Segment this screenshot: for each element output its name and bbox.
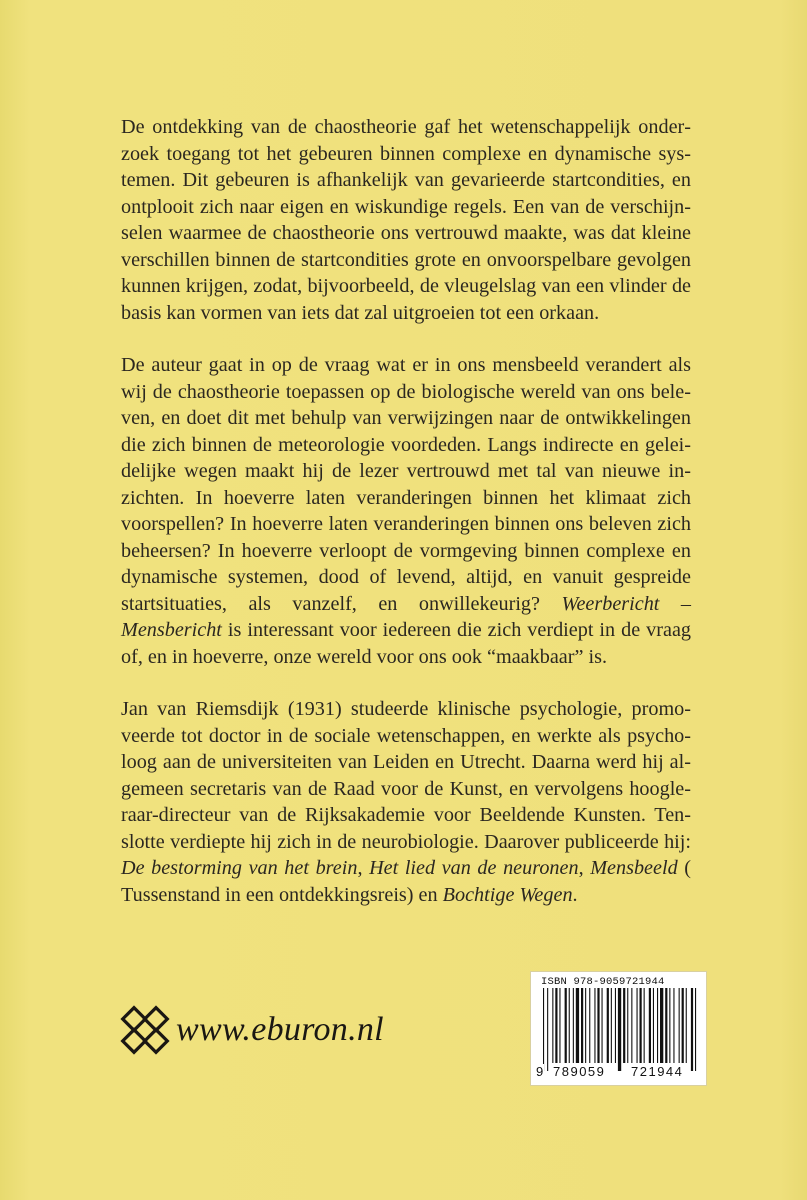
paragraph-text: De auteur gaat in op de vraag wat er in ons mensbeeld verandert als wij de chaostheorie toepassen op de biologische wereld van ons beleven, en doet dit met behulp van verwijzingen naar de ontwikkelingen die zich binnen de meteorologie voordeden. Langs indirecte en geleidelijke wegen maakt hij de lezer vertrouwd met tal van nieuwe inzichten. In hoeverre laten veranderingen binnen het klimaat zich voorspellen? In hoeverre laten veranderingen binnen ons beleven zich beheersen? In hoeverre verloopt de vormgeving binnen complexe en dynamische systemen, dood of levend, altijd, en vanuit gespreide startsituaties, als vanzelf, en onwillekeurig?	[121, 354, 691, 615]
barcode-bar	[569, 988, 570, 1063]
barcode-bar	[615, 988, 616, 1063]
barcode-digit-group-left: 789059	[553, 1064, 606, 1079]
eburon-knot-logo-icon	[118, 1003, 172, 1057]
barcode-bar	[673, 988, 674, 1063]
separator: ,	[578, 857, 591, 879]
isbn-label: ISBN 978-9059721944	[541, 976, 665, 988]
separator: .	[572, 883, 578, 906]
isbn-barcode	[531, 972, 706, 1085]
barcode-bar	[543, 988, 544, 1071]
barcode-bar	[597, 988, 599, 1063]
barcode-bar	[607, 988, 609, 1063]
blurb-text	[121, 114, 691, 934]
book-title-italic: Mensbeeld	[590, 857, 678, 879]
paragraph-text: ( Tussenstand in een ontdekkingsreis) en	[121, 857, 691, 906]
barcode-bar	[691, 988, 693, 1071]
barcode-bar	[669, 988, 670, 1063]
book-title-italic: De bestorming van het brein	[121, 857, 358, 879]
barcode-bar	[657, 988, 658, 1063]
barcode-bar	[611, 988, 612, 1063]
barcode-bar	[618, 988, 621, 1071]
barcode-digit-group-right: 721944	[631, 1064, 684, 1079]
barcode-bar	[637, 988, 638, 1063]
barcode-lead-digit: 9	[536, 1064, 544, 1079]
barcode-bar	[585, 988, 586, 1063]
barcode-bars	[539, 988, 699, 1071]
barcode-bar	[547, 988, 548, 1071]
paragraph-author-question	[121, 352, 691, 670]
barcode-bar	[602, 988, 603, 1063]
barcode-bar	[660, 988, 663, 1063]
barcode-bar	[565, 988, 567, 1063]
paragraph-text: is interessant voor iedereen die zich verdiept in de vraag of, en in hoeverre, onze wereld voor ons ook “maakbaar” is.	[121, 619, 691, 668]
barcode-bar	[559, 988, 560, 1063]
barcode-bar	[623, 988, 625, 1063]
barcode-bar	[552, 988, 553, 1063]
barcode-bar	[640, 988, 642, 1063]
barcode-bar	[644, 988, 645, 1063]
book-title-italic: Weerbericht – Mensbericht	[121, 592, 691, 641]
paragraph-text: Jan van Riemsdijk (1931) studeerde klinische psychologie, promoveerde tot doctor in de sociale wetenschappen, en werkte als psycholoog aan de universiteiten van Leiden en Utrecht. Daarna werd hij algemeen secretaris van de Raad voor de Kunst, en vervolgens hoogleraar-directeur van de Rijksakademie voor Beeldende Kunsten. Tenslotte verdiepte hij zich in de neurobiologie. Daarover publiceerde hij:	[121, 698, 691, 853]
paragraph-chaos-theory: De ontdekking van de chaostheorie gaf het wetenschappelijk onderzoek toegang tot het gebeuren binnen complexe en dynamische systemen. Dit gebeuren is afhankelijk van gevarieerde startcondities, en ontplooit zich naar eigen en wiskundige regels. Een van de verschijnselen waarmee de chaostheorie ons vertrouwd maakte, was dat kleine verschillen binnen de startcondities grote en onvoorspelbare gevolgen kunnen krijgen, zodat, bijvoorbeeld, de vleugelslag van een vlinder de basis kan vormen van iets dat zal uitgroeien tot een orkaan.	[121, 116, 691, 324]
barcode-bar	[581, 988, 583, 1063]
barcode-bar	[682, 988, 684, 1063]
barcode-bar	[679, 988, 680, 1063]
barcode-bar	[665, 988, 667, 1063]
book-title-italic: Bochtige Wegen	[442, 883, 573, 906]
barcode-bar	[594, 988, 595, 1063]
publisher-footer	[118, 1000, 384, 1060]
barcode-bar	[686, 988, 687, 1063]
barcode-bar	[627, 988, 628, 1063]
barcode-bar	[631, 988, 632, 1063]
barcode-bar	[555, 988, 557, 1063]
barcode-bar	[573, 988, 574, 1063]
paragraph-author-bio	[121, 696, 691, 908]
publisher-url[interactable]: www.eburon.nl	[176, 1011, 384, 1048]
barcode-bar	[695, 988, 696, 1071]
barcode-bar	[576, 988, 579, 1063]
barcode-bar	[649, 988, 651, 1063]
barcode-bar	[589, 988, 590, 1063]
book-title-italic: Het lied van de neuronen	[369, 857, 579, 879]
separator: ,	[357, 857, 370, 879]
barcode-bar	[653, 988, 654, 1063]
